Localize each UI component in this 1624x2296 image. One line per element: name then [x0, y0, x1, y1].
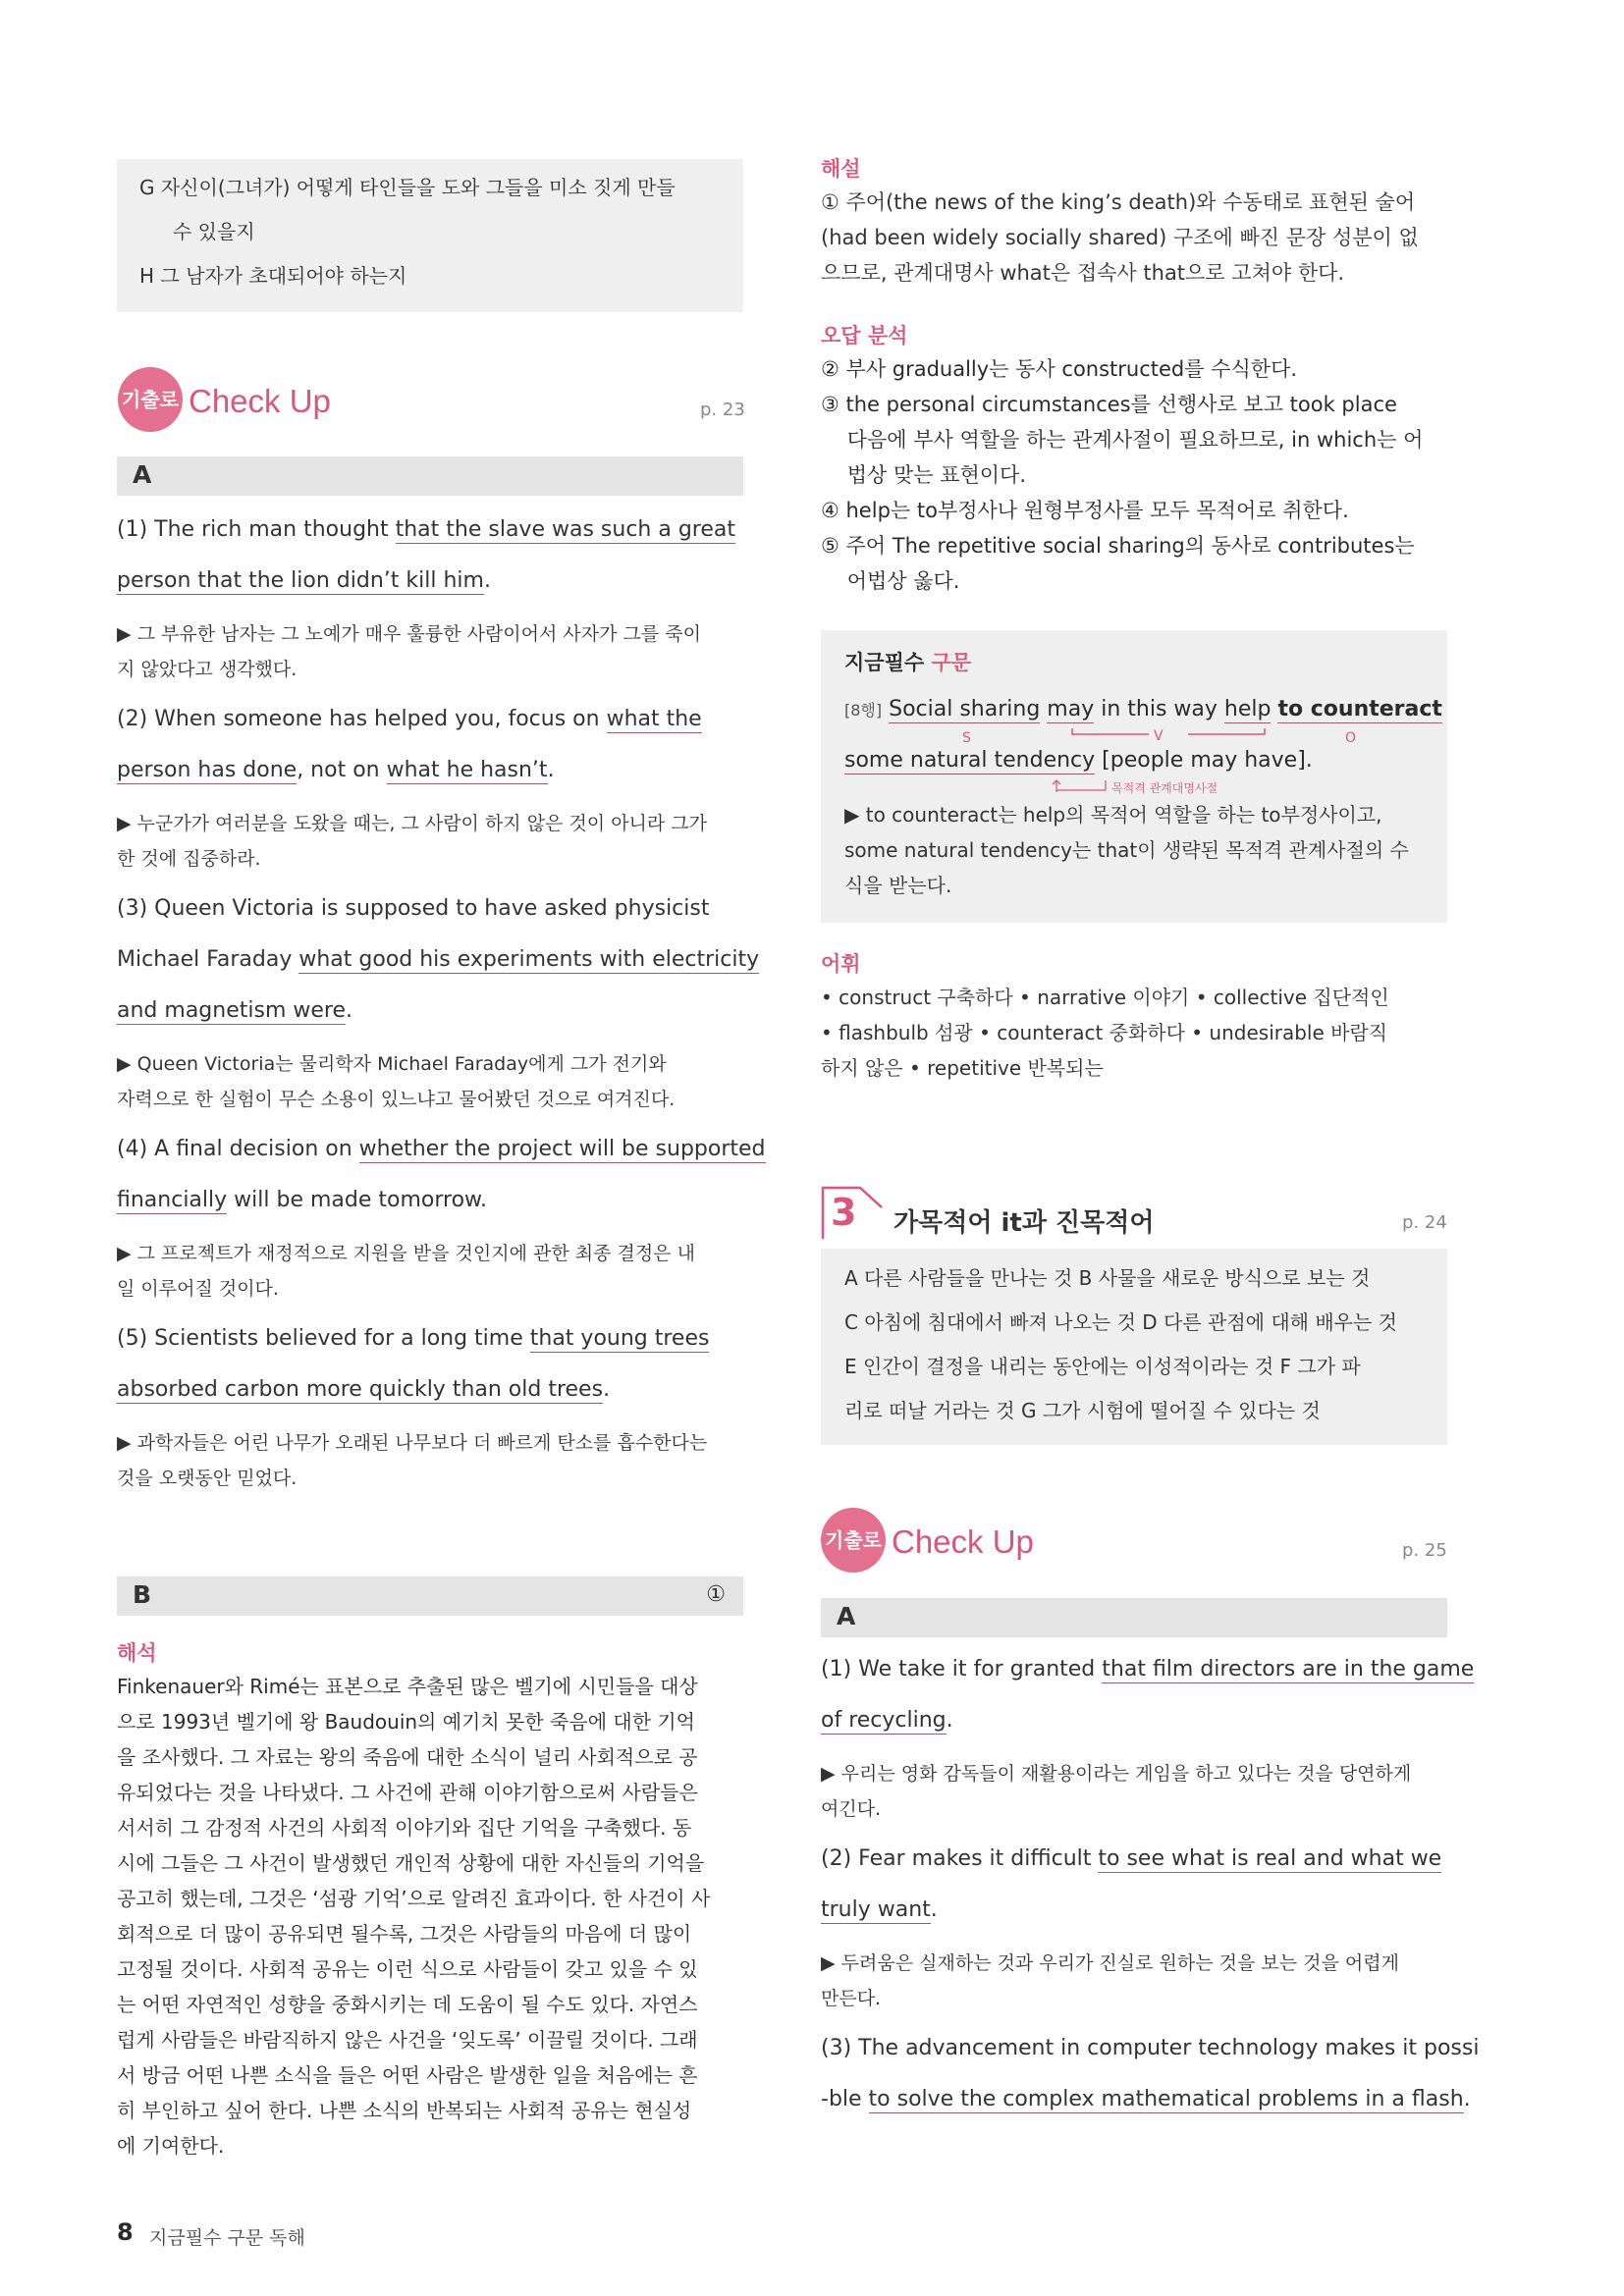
text-line: 고정될 것이다. 사회적 공유는 이런 식으로 사람들이 갖고 있을 수 있 [117, 1957, 698, 1981]
top-box-line: 수 있을지 [173, 220, 255, 243]
text-line: 을 조사했다. 그 자료는 왕의 죽음에 대한 소식이 널리 사회적으로 공 [117, 1745, 698, 1769]
vocab-line: • flashbulb 섬광 • counteract 중화하다 • undesirable 바람직 [821, 1021, 1388, 1044]
example-sentence: Michael Faraday what good his experiments with electricity [117, 947, 760, 972]
section-a-bar [117, 456, 743, 496]
odap-analysis [821, 351, 1449, 599]
translation: ▶ 누군가가 여러분을 도왔을 때는, 그 사람이 하지 않은 것이 아니라 그가 [117, 813, 707, 834]
text-line: 에 기여한다. [117, 2134, 225, 2158]
section-title: 가목적어 it과 진목적어 [893, 1208, 1155, 1238]
translation: ▶ 두려움은 실재하는 것과 우리가 진실로 원하는 것을 보는 것을 어렵게 [821, 1952, 1399, 1974]
verb-bracket-icon [1070, 726, 1267, 738]
section-b-bar [117, 1576, 743, 1616]
text-line: Finkenauer와 Rimé는 표본으로 추출된 많은 벨기에 시민들을 대상 [117, 1675, 698, 1698]
section-a-label: A [837, 1602, 856, 1630]
text-line: ④ help는 to부정사나 원형부정사를 모두 목적어로 취한다. [821, 499, 1349, 522]
text-line: 어법상 옳다. [821, 569, 960, 593]
syntax-line-1: [8행] Social sharing may in this way help to counteract [844, 697, 1442, 721]
text-line: 시에 그들은 그 사건이 발생했던 개인적 상황에 대한 자신들의 기억을 [117, 1851, 705, 1875]
text-line: ⑤ 주어 The repetitive social sharing의 동사로 contributes는 [821, 534, 1415, 558]
page-reference: p. 25 [1402, 1540, 1447, 1561]
example-sentence: (2) When someone has helped you, focus on what the [117, 707, 702, 731]
text-line: 으로 1993년 벨기에 왕 Baudouin의 예기치 못한 죽음에 대한 기억 [117, 1710, 696, 1734]
example-sentence: person that the lion didn’t kill him. [117, 568, 491, 593]
top-box-line: G 자신이(그녀가) 어떻게 타인들을 도와 그들을 미소 짓게 만들 [139, 176, 676, 199]
translation: 지 않았다고 생각했다. [117, 659, 298, 680]
gichul-badge: 기출로 [118, 367, 183, 432]
syntax-explanation: ▶ to counteract는 help의 목적어 역할을 하는 to부정사이고, [844, 803, 1382, 827]
vocab-heading: 어휘 [821, 952, 861, 976]
text-line: 다음에 부사 역할을 하는 관계사절이 필요하므로, in which는 어 [821, 428, 1424, 452]
translation: 자력으로 한 실험이 무슨 소용이 있느냐고 물어봤던 것으로 여겨진다. [117, 1089, 676, 1110]
section-number: 3 [831, 1191, 857, 1234]
vocab-line: • construct 구축하다 • narrative 이야기 • collective 집단적인 [821, 986, 1389, 1009]
jigeum-heading: 지금필수 구문 [844, 651, 972, 674]
text-line: 공고히 했는데, 그것은 ‘섬광 기억’으로 알려진 효과이다. 한 사건이 사 [117, 1887, 711, 1910]
verb-mark: V [1154, 728, 1164, 744]
subject-mark: S [962, 730, 971, 746]
haeseol-line: ① 주어(the news of the king’s death)와 수동태로 표현된 술어 [821, 190, 1416, 214]
line-tag: [8행] [844, 701, 883, 720]
text-line: 서 방금 어떤 나쁜 소식을 들은 어떤 사람은 발생한 일을 처음에는 흔 [117, 2063, 698, 2087]
vocab-line: 하지 않은 • repetitive 반복되는 [821, 1056, 1104, 1080]
text-line: 법상 맞는 표현이다. [821, 463, 1027, 487]
translation: ▶ Queen Victoria는 물리학자 Michael Faraday에게 그가 전기와 [117, 1053, 667, 1075]
answer-line: E 인간이 결정을 내리는 동안에는 이성적이라는 것 F 그가 파 [844, 1355, 1361, 1378]
text-line: ③ the personal circumstances를 선행사로 보고 took place [821, 393, 1397, 416]
translation: ▶ 과학자들은 어린 나무가 오래된 나무보다 더 빠르게 탄소를 흡수한다는 [117, 1432, 708, 1454]
text-line: 유되었다는 것을 나타냈다. 그 사건에 관해 이야기함으로써 사람들은 [117, 1781, 698, 1804]
translation: 한 것에 집중하라. [117, 848, 261, 870]
translation: ▶ 그 부유한 남자는 그 노예가 매우 훌륭한 사람이어서 사자가 그를 죽이 [117, 623, 701, 645]
example-sentence: and magnetism were. [117, 998, 352, 1023]
page-reference: p. 24 [1402, 1212, 1447, 1233]
example-sentence: -ble to solve the complex mathematical problems in a flash. [821, 2087, 1471, 2111]
relative-clause-arrow-icon [1051, 778, 1110, 794]
example-sentence: (1) We take it for granted that film directors are in the game [821, 1657, 1475, 1682]
example-sentence: (2) Fear makes it difficult to see what is real and what we [821, 1846, 1442, 1871]
text-line: 서서히 그 감정적 사건의 사회적 이야기와 집단 기억을 구축했다. 동 [117, 1816, 692, 1840]
section-a-bar [821, 1598, 1447, 1637]
translation: 일 이루어질 것이다. [117, 1278, 279, 1300]
translation: 만든다. [821, 1988, 882, 2009]
translation: 것을 오랫동안 믿었다. [117, 1468, 298, 1489]
translation: ▶ 그 프로젝트가 재정적으로 지원을 받을 것인지에 관한 최종 결정은 내 [117, 1243, 695, 1264]
example-sentence: (3) The advancement in computer technology makes it possi [821, 2036, 1480, 2060]
translation: 여긴다. [821, 1798, 882, 1820]
haeseol-line: (had been widely socially shared) 구조에 빠진 문장 성분이 없 [821, 226, 1419, 249]
answer-line: C 아침에 침대에서 빠져 나오는 것 D 다른 관점에 대해 배우는 것 [844, 1310, 1397, 1334]
answer-line: A 다른 사람들을 만나는 것 B 사물을 새로운 방식으로 보는 것 [844, 1266, 1371, 1290]
translation: ▶ 우리는 영화 감독들이 재활용이라는 게임을 하고 있다는 것을 당연하게 [821, 1763, 1412, 1785]
example-sentence: person has done, not on what he hasn’t. [117, 758, 555, 782]
example-sentence: (3) Queen Victoria is supposed to have asked physicist [117, 896, 710, 921]
text-line: ② 부사 gradually는 동사 constructed를 수식한다. [821, 357, 1298, 381]
gichul-badge: 기출로 [821, 1508, 886, 1573]
syntax-explanation: 식을 받는다. [844, 874, 952, 897]
example-sentence: of recycling. [821, 1708, 953, 1733]
syntax-line-2: some natural tendency [people may have]. [844, 748, 1313, 773]
haeseol-heading: 해설 [821, 157, 861, 181]
example-sentence: (5) Scientists believed for a long time that young trees [117, 1326, 710, 1351]
syntax-explanation: some natural tendency는 that이 생략된 목적격 관계사절의 수 [844, 838, 1409, 862]
text-line: 회적으로 더 많이 공유되면 될수록, 그것은 사람들의 마음에 더 많이 [117, 1922, 692, 1946]
text-line: 히 부인하고 싶어 한다. 나쁜 소식의 반복되는 사회적 공유는 현실성 [117, 2099, 692, 2122]
text-line: 럽게 사람들은 바람직하지 않은 사건을 ‘잊도록’ 이끌릴 것이다. 그래 [117, 2028, 698, 2052]
section-a-label: A [133, 460, 152, 489]
section-b-translation [117, 1669, 745, 2163]
answer-line: 리로 떠날 거라는 것 G 그가 시험에 떨어질 수 있다는 것 [844, 1399, 1321, 1422]
relative-clause-note: 목적격 관계대명사절 [1111, 781, 1218, 795]
haeseok-heading: 해석 [117, 1641, 157, 1665]
text-line: 는 어떤 자연적인 성향을 중화시키는 데 도움이 될 수도 있다. 자연스 [117, 1993, 698, 2016]
odap-heading: 오답 분석 [821, 324, 908, 347]
example-sentence: truly want. [821, 1897, 938, 1922]
example-sentence: absorbed carbon more quickly than old trees. [117, 1377, 611, 1402]
check-up-title: Check Up [892, 1523, 1034, 1560]
section-b-answer: ① [706, 1582, 726, 1607]
section-b-label: B [133, 1580, 152, 1609]
object-mark: O [1345, 730, 1357, 746]
example-sentence: (4) A final decision on whether the project will be supported [117, 1137, 766, 1161]
check-up-title: Check Up [189, 383, 331, 419]
page-reference: p. 23 [700, 400, 745, 420]
example-sentence: financially will be made tomorrow. [117, 1188, 488, 1212]
example-sentence: (1) The rich man thought that the slave was such a great [117, 517, 735, 542]
page-number: 8 [117, 2218, 134, 2246]
book-title: 지금필수 구문 독해 [149, 2227, 305, 2249]
top-box-line: H 그 남자가 초대되어야 하는지 [139, 264, 407, 288]
haeseol-line: 으므로, 관계대명사 what은 접속사 that으로 고쳐야 한다. [821, 261, 1345, 285]
